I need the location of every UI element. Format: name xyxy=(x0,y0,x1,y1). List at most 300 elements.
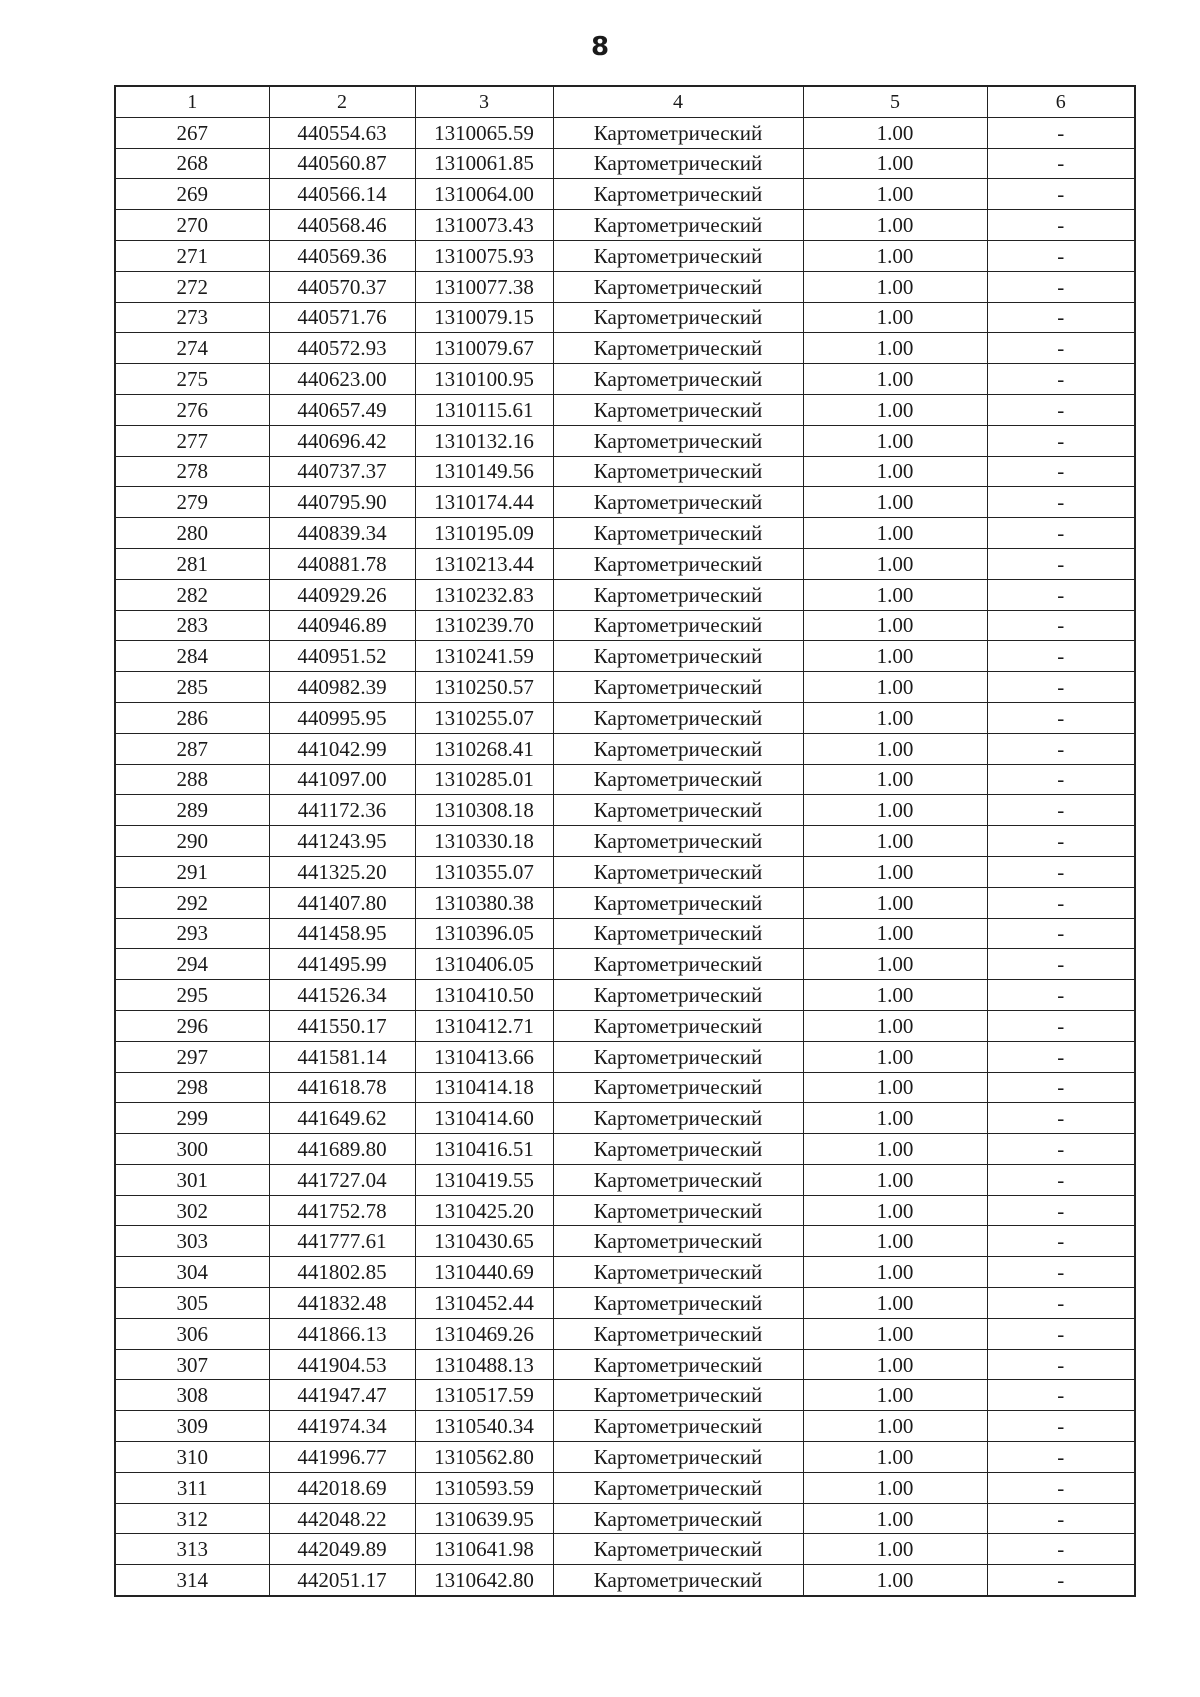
accuracy-cell: 1.00 xyxy=(803,518,987,549)
method-cell: Картометрический xyxy=(553,1257,803,1288)
table-row xyxy=(115,1411,1135,1442)
point-number-cell: 289 xyxy=(115,795,269,826)
y-coordinate-cell: 1310396.05 xyxy=(415,918,553,949)
y-coordinate-cell: 1310593.59 xyxy=(415,1472,553,1503)
accuracy-cell: 1.00 xyxy=(803,1349,987,1380)
point-number-cell: 274 xyxy=(115,333,269,364)
method-cell: Картометрический xyxy=(553,949,803,980)
accuracy-cell: 1.00 xyxy=(803,579,987,610)
table-row xyxy=(115,394,1135,425)
point-number-cell: 294 xyxy=(115,949,269,980)
y-coordinate-cell: 1310232.83 xyxy=(415,579,553,610)
description-cell: - xyxy=(987,1226,1135,1257)
description-cell: - xyxy=(987,487,1135,518)
table-row xyxy=(115,117,1135,148)
x-coordinate-cell: 442049.89 xyxy=(269,1534,415,1565)
method-cell: Картометрический xyxy=(553,210,803,241)
description-cell: - xyxy=(987,518,1135,549)
accuracy-cell: 1.00 xyxy=(803,271,987,302)
description-cell: - xyxy=(987,456,1135,487)
x-coordinate-cell: 441407.80 xyxy=(269,887,415,918)
description-cell: - xyxy=(987,1380,1135,1411)
x-coordinate-cell: 440951.52 xyxy=(269,641,415,672)
y-coordinate-cell: 1310380.38 xyxy=(415,887,553,918)
method-cell: Картометрический xyxy=(553,518,803,549)
point-number-cell: 271 xyxy=(115,240,269,271)
table-row xyxy=(115,1318,1135,1349)
description-cell: - xyxy=(987,364,1135,395)
point-number-cell: 284 xyxy=(115,641,269,672)
point-number-cell: 283 xyxy=(115,610,269,641)
method-cell: Картометрический xyxy=(553,764,803,795)
table-row xyxy=(115,148,1135,179)
y-coordinate-cell: 1310174.44 xyxy=(415,487,553,518)
table-row xyxy=(115,641,1135,672)
x-coordinate-cell: 440696.42 xyxy=(269,425,415,456)
method-cell: Картометрический xyxy=(553,733,803,764)
x-coordinate-cell: 442048.22 xyxy=(269,1503,415,1534)
y-coordinate-cell: 1310285.01 xyxy=(415,764,553,795)
description-cell: - xyxy=(987,702,1135,733)
accuracy-cell: 1.00 xyxy=(803,610,987,641)
point-number-cell: 288 xyxy=(115,764,269,795)
table-row xyxy=(115,179,1135,210)
x-coordinate-cell: 440881.78 xyxy=(269,548,415,579)
accuracy-cell: 1.00 xyxy=(803,764,987,795)
page-number: 8 xyxy=(590,32,610,62)
x-coordinate-cell: 440568.46 xyxy=(269,210,415,241)
accuracy-cell: 1.00 xyxy=(803,1380,987,1411)
x-coordinate-cell: 441904.53 xyxy=(269,1349,415,1380)
x-coordinate-cell: 441550.17 xyxy=(269,1010,415,1041)
column-header: 3 xyxy=(415,86,553,117)
y-coordinate-cell: 1310419.55 xyxy=(415,1164,553,1195)
x-coordinate-cell: 441802.85 xyxy=(269,1257,415,1288)
description-cell: - xyxy=(987,1257,1135,1288)
table-row xyxy=(115,1134,1135,1165)
point-number-cell: 307 xyxy=(115,1349,269,1380)
point-number-cell: 312 xyxy=(115,1503,269,1534)
point-number-cell: 305 xyxy=(115,1288,269,1319)
y-coordinate-cell: 1310440.69 xyxy=(415,1257,553,1288)
description-cell: - xyxy=(987,425,1135,456)
x-coordinate-cell: 441752.78 xyxy=(269,1195,415,1226)
table-row xyxy=(115,1072,1135,1103)
method-cell: Картометрический xyxy=(553,456,803,487)
y-coordinate-cell: 1310268.41 xyxy=(415,733,553,764)
method-cell: Картометрический xyxy=(553,487,803,518)
table-row xyxy=(115,518,1135,549)
x-coordinate-cell: 441832.48 xyxy=(269,1288,415,1319)
y-coordinate-cell: 1310065.59 xyxy=(415,117,553,148)
table-row xyxy=(115,1195,1135,1226)
column-header: 5 xyxy=(803,86,987,117)
method-cell: Картометрический xyxy=(553,1472,803,1503)
method-cell: Картометрический xyxy=(553,702,803,733)
accuracy-cell: 1.00 xyxy=(803,1318,987,1349)
accuracy-cell: 1.00 xyxy=(803,1164,987,1195)
y-coordinate-cell: 1310077.38 xyxy=(415,271,553,302)
x-coordinate-cell: 441495.99 xyxy=(269,949,415,980)
description-cell: - xyxy=(987,733,1135,764)
table-row xyxy=(115,302,1135,333)
table-row xyxy=(115,271,1135,302)
point-number-cell: 285 xyxy=(115,672,269,703)
method-cell: Картометрический xyxy=(553,364,803,395)
point-number-cell: 308 xyxy=(115,1380,269,1411)
table-row xyxy=(115,1164,1135,1195)
point-number-cell: 278 xyxy=(115,456,269,487)
accuracy-cell: 1.00 xyxy=(803,333,987,364)
table-body xyxy=(115,117,1135,1596)
description-cell: - xyxy=(987,240,1135,271)
table-row xyxy=(115,1103,1135,1134)
point-number-cell: 296 xyxy=(115,1010,269,1041)
method-cell: Картометрический xyxy=(553,1226,803,1257)
point-number-cell: 276 xyxy=(115,394,269,425)
table-row xyxy=(115,610,1135,641)
description-cell: - xyxy=(987,764,1135,795)
description-cell: - xyxy=(987,210,1135,241)
method-cell: Картометрический xyxy=(553,1534,803,1565)
point-number-cell: 270 xyxy=(115,210,269,241)
description-cell: - xyxy=(987,1565,1135,1596)
method-cell: Картометрический xyxy=(553,394,803,425)
accuracy-cell: 1.00 xyxy=(803,117,987,148)
x-coordinate-cell: 441727.04 xyxy=(269,1164,415,1195)
description-cell: - xyxy=(987,1164,1135,1195)
method-cell: Картометрический xyxy=(553,240,803,271)
accuracy-cell: 1.00 xyxy=(803,1503,987,1534)
method-cell: Картометрический xyxy=(553,1349,803,1380)
accuracy-cell: 1.00 xyxy=(803,179,987,210)
method-cell: Картометрический xyxy=(553,1565,803,1596)
description-cell: - xyxy=(987,856,1135,887)
table-row xyxy=(115,425,1135,456)
column-header: 2 xyxy=(269,86,415,117)
method-cell: Картометрический xyxy=(553,887,803,918)
y-coordinate-cell: 1310149.56 xyxy=(415,456,553,487)
description-cell: - xyxy=(987,333,1135,364)
point-number-cell: 293 xyxy=(115,918,269,949)
method-cell: Картометрический xyxy=(553,610,803,641)
y-coordinate-cell: 1310414.60 xyxy=(415,1103,553,1134)
description-cell: - xyxy=(987,1103,1135,1134)
x-coordinate-cell: 441777.61 xyxy=(269,1226,415,1257)
y-coordinate-cell: 1310469.26 xyxy=(415,1318,553,1349)
description-cell: - xyxy=(987,887,1135,918)
method-cell: Картометрический xyxy=(553,1503,803,1534)
y-coordinate-cell: 1310100.95 xyxy=(415,364,553,395)
x-coordinate-cell: 440982.39 xyxy=(269,672,415,703)
table-row xyxy=(115,856,1135,887)
x-coordinate-cell: 440623.00 xyxy=(269,364,415,395)
table-row xyxy=(115,364,1135,395)
accuracy-cell: 1.00 xyxy=(803,980,987,1011)
x-coordinate-cell: 442018.69 xyxy=(269,1472,415,1503)
y-coordinate-cell: 1310562.80 xyxy=(415,1442,553,1473)
method-cell: Картометрический xyxy=(553,117,803,148)
x-coordinate-cell: 440995.95 xyxy=(269,702,415,733)
description-cell: - xyxy=(987,1134,1135,1165)
y-coordinate-cell: 1310641.98 xyxy=(415,1534,553,1565)
method-cell: Картометрический xyxy=(553,980,803,1011)
description-cell: - xyxy=(987,1503,1135,1534)
description-cell: - xyxy=(987,394,1135,425)
description-cell: - xyxy=(987,548,1135,579)
method-cell: Картометрический xyxy=(553,302,803,333)
method-cell: Картометрический xyxy=(553,1164,803,1195)
method-cell: Картометрический xyxy=(553,1195,803,1226)
y-coordinate-cell: 1310642.80 xyxy=(415,1565,553,1596)
y-coordinate-cell: 1310073.43 xyxy=(415,210,553,241)
accuracy-cell: 1.00 xyxy=(803,1195,987,1226)
method-cell: Картометрический xyxy=(553,795,803,826)
y-coordinate-cell: 1310064.00 xyxy=(415,179,553,210)
accuracy-cell: 1.00 xyxy=(803,733,987,764)
x-coordinate-cell: 440569.36 xyxy=(269,240,415,271)
table-row xyxy=(115,702,1135,733)
description-cell: - xyxy=(987,1534,1135,1565)
point-number-cell: 303 xyxy=(115,1226,269,1257)
table-row xyxy=(115,1565,1135,1596)
accuracy-cell: 1.00 xyxy=(803,210,987,241)
method-cell: Картометрический xyxy=(553,1103,803,1134)
table-row xyxy=(115,795,1135,826)
accuracy-cell: 1.00 xyxy=(803,456,987,487)
table-row xyxy=(115,210,1135,241)
table-row xyxy=(115,240,1135,271)
accuracy-cell: 1.00 xyxy=(803,856,987,887)
method-cell: Картометрический xyxy=(553,333,803,364)
accuracy-cell: 1.00 xyxy=(803,1565,987,1596)
table-row xyxy=(115,918,1135,949)
point-number-cell: 295 xyxy=(115,980,269,1011)
method-cell: Картометрический xyxy=(553,1072,803,1103)
point-number-cell: 292 xyxy=(115,887,269,918)
description-cell: - xyxy=(987,980,1135,1011)
table-row xyxy=(115,579,1135,610)
point-number-cell: 269 xyxy=(115,179,269,210)
description-cell: - xyxy=(987,1288,1135,1319)
description-cell: - xyxy=(987,826,1135,857)
table-header xyxy=(115,86,1135,117)
x-coordinate-cell: 441458.95 xyxy=(269,918,415,949)
method-cell: Картометрический xyxy=(553,856,803,887)
accuracy-cell: 1.00 xyxy=(803,795,987,826)
x-coordinate-cell: 440737.37 xyxy=(269,456,415,487)
y-coordinate-cell: 1310115.61 xyxy=(415,394,553,425)
method-cell: Картометрический xyxy=(553,1010,803,1041)
y-coordinate-cell: 1310425.20 xyxy=(415,1195,553,1226)
accuracy-cell: 1.00 xyxy=(803,1288,987,1319)
table-row xyxy=(115,1041,1135,1072)
description-cell: - xyxy=(987,302,1135,333)
description-cell: - xyxy=(987,1072,1135,1103)
point-number-cell: 290 xyxy=(115,826,269,857)
accuracy-cell: 1.00 xyxy=(803,826,987,857)
table-row xyxy=(115,548,1135,579)
point-number-cell: 297 xyxy=(115,1041,269,1072)
y-coordinate-cell: 1310075.93 xyxy=(415,240,553,271)
point-number-cell: 272 xyxy=(115,271,269,302)
description-cell: - xyxy=(987,1041,1135,1072)
point-number-cell: 298 xyxy=(115,1072,269,1103)
table-row xyxy=(115,1503,1135,1534)
x-coordinate-cell: 441581.14 xyxy=(269,1041,415,1072)
point-number-cell: 286 xyxy=(115,702,269,733)
point-number-cell: 291 xyxy=(115,856,269,887)
table-row xyxy=(115,1288,1135,1319)
accuracy-cell: 1.00 xyxy=(803,487,987,518)
x-coordinate-cell: 440560.87 xyxy=(269,148,415,179)
method-cell: Картометрический xyxy=(553,1041,803,1072)
method-cell: Картометрический xyxy=(553,1411,803,1442)
y-coordinate-cell: 1310430.65 xyxy=(415,1226,553,1257)
point-number-cell: 282 xyxy=(115,579,269,610)
method-cell: Картометрический xyxy=(553,1134,803,1165)
method-cell: Картометрический xyxy=(553,271,803,302)
method-cell: Картометрический xyxy=(553,425,803,456)
description-cell: - xyxy=(987,795,1135,826)
y-coordinate-cell: 1310213.44 xyxy=(415,548,553,579)
point-number-cell: 299 xyxy=(115,1103,269,1134)
point-number-cell: 267 xyxy=(115,117,269,148)
accuracy-cell: 1.00 xyxy=(803,1134,987,1165)
x-coordinate-cell: 441649.62 xyxy=(269,1103,415,1134)
table-row xyxy=(115,764,1135,795)
x-coordinate-cell: 440657.49 xyxy=(269,394,415,425)
x-coordinate-cell: 441243.95 xyxy=(269,826,415,857)
x-coordinate-cell: 440839.34 xyxy=(269,518,415,549)
y-coordinate-cell: 1310355.07 xyxy=(415,856,553,887)
y-coordinate-cell: 1310079.15 xyxy=(415,302,553,333)
point-number-cell: 275 xyxy=(115,364,269,395)
accuracy-cell: 1.00 xyxy=(803,672,987,703)
y-coordinate-cell: 1310241.59 xyxy=(415,641,553,672)
x-coordinate-cell: 441325.20 xyxy=(269,856,415,887)
accuracy-cell: 1.00 xyxy=(803,1257,987,1288)
description-cell: - xyxy=(987,610,1135,641)
point-number-cell: 281 xyxy=(115,548,269,579)
method-cell: Картометрический xyxy=(553,1380,803,1411)
table-row xyxy=(115,1010,1135,1041)
description-cell: - xyxy=(987,1318,1135,1349)
accuracy-cell: 1.00 xyxy=(803,918,987,949)
table-row xyxy=(115,949,1135,980)
table-row xyxy=(115,1380,1135,1411)
x-coordinate-cell: 440570.37 xyxy=(269,271,415,302)
y-coordinate-cell: 1310540.34 xyxy=(415,1411,553,1442)
accuracy-cell: 1.00 xyxy=(803,240,987,271)
x-coordinate-cell: 441974.34 xyxy=(269,1411,415,1442)
description-cell: - xyxy=(987,1472,1135,1503)
y-coordinate-cell: 1310255.07 xyxy=(415,702,553,733)
y-coordinate-cell: 1310416.51 xyxy=(415,1134,553,1165)
point-number-cell: 309 xyxy=(115,1411,269,1442)
y-coordinate-cell: 1310412.71 xyxy=(415,1010,553,1041)
accuracy-cell: 1.00 xyxy=(803,1041,987,1072)
y-coordinate-cell: 1310414.18 xyxy=(415,1072,553,1103)
x-coordinate-cell: 440929.26 xyxy=(269,579,415,610)
x-coordinate-cell: 441042.99 xyxy=(269,733,415,764)
method-cell: Картометрический xyxy=(553,826,803,857)
accuracy-cell: 1.00 xyxy=(803,548,987,579)
method-cell: Картометрический xyxy=(553,548,803,579)
description-cell: - xyxy=(987,148,1135,179)
description-cell: - xyxy=(987,1195,1135,1226)
table-row xyxy=(115,980,1135,1011)
y-coordinate-cell: 1310517.59 xyxy=(415,1380,553,1411)
point-number-cell: 300 xyxy=(115,1134,269,1165)
accuracy-cell: 1.00 xyxy=(803,702,987,733)
x-coordinate-cell: 440795.90 xyxy=(269,487,415,518)
x-coordinate-cell: 442051.17 xyxy=(269,1565,415,1596)
table-row xyxy=(115,1534,1135,1565)
x-coordinate-cell: 441097.00 xyxy=(269,764,415,795)
table-header-row xyxy=(115,86,1135,117)
table-row xyxy=(115,1226,1135,1257)
method-cell: Картометрический xyxy=(553,1318,803,1349)
point-number-cell: 314 xyxy=(115,1565,269,1596)
description-cell: - xyxy=(987,117,1135,148)
point-number-cell: 306 xyxy=(115,1318,269,1349)
table-row xyxy=(115,456,1135,487)
x-coordinate-cell: 440571.76 xyxy=(269,302,415,333)
point-number-cell: 279 xyxy=(115,487,269,518)
description-cell: - xyxy=(987,672,1135,703)
method-cell: Картометрический xyxy=(553,579,803,610)
description-cell: - xyxy=(987,271,1135,302)
method-cell: Картометрический xyxy=(553,1442,803,1473)
y-coordinate-cell: 1310406.05 xyxy=(415,949,553,980)
description-cell: - xyxy=(987,1349,1135,1380)
point-number-cell: 311 xyxy=(115,1472,269,1503)
x-coordinate-cell: 441172.36 xyxy=(269,795,415,826)
accuracy-cell: 1.00 xyxy=(803,1226,987,1257)
point-number-cell: 273 xyxy=(115,302,269,333)
table-row xyxy=(115,826,1135,857)
x-coordinate-cell: 440572.93 xyxy=(269,333,415,364)
point-number-cell: 302 xyxy=(115,1195,269,1226)
table-row xyxy=(115,672,1135,703)
accuracy-cell: 1.00 xyxy=(803,1411,987,1442)
y-coordinate-cell: 1310413.66 xyxy=(415,1041,553,1072)
x-coordinate-cell: 440554.63 xyxy=(269,117,415,148)
accuracy-cell: 1.00 xyxy=(803,1103,987,1134)
accuracy-cell: 1.00 xyxy=(803,364,987,395)
table-row xyxy=(115,1472,1135,1503)
x-coordinate-cell: 441689.80 xyxy=(269,1134,415,1165)
accuracy-cell: 1.00 xyxy=(803,949,987,980)
point-number-cell: 277 xyxy=(115,425,269,456)
y-coordinate-cell: 1310639.95 xyxy=(415,1503,553,1534)
x-coordinate-cell: 441866.13 xyxy=(269,1318,415,1349)
description-cell: - xyxy=(987,918,1135,949)
point-number-cell: 304 xyxy=(115,1257,269,1288)
table-row xyxy=(115,1442,1135,1473)
accuracy-cell: 1.00 xyxy=(803,425,987,456)
accuracy-cell: 1.00 xyxy=(803,148,987,179)
table-row xyxy=(115,887,1135,918)
table-row xyxy=(115,1349,1135,1380)
point-number-cell: 268 xyxy=(115,148,269,179)
y-coordinate-cell: 1310410.50 xyxy=(415,980,553,1011)
method-cell: Картометрический xyxy=(553,179,803,210)
y-coordinate-cell: 1310488.13 xyxy=(415,1349,553,1380)
x-coordinate-cell: 440946.89 xyxy=(269,610,415,641)
accuracy-cell: 1.00 xyxy=(803,641,987,672)
